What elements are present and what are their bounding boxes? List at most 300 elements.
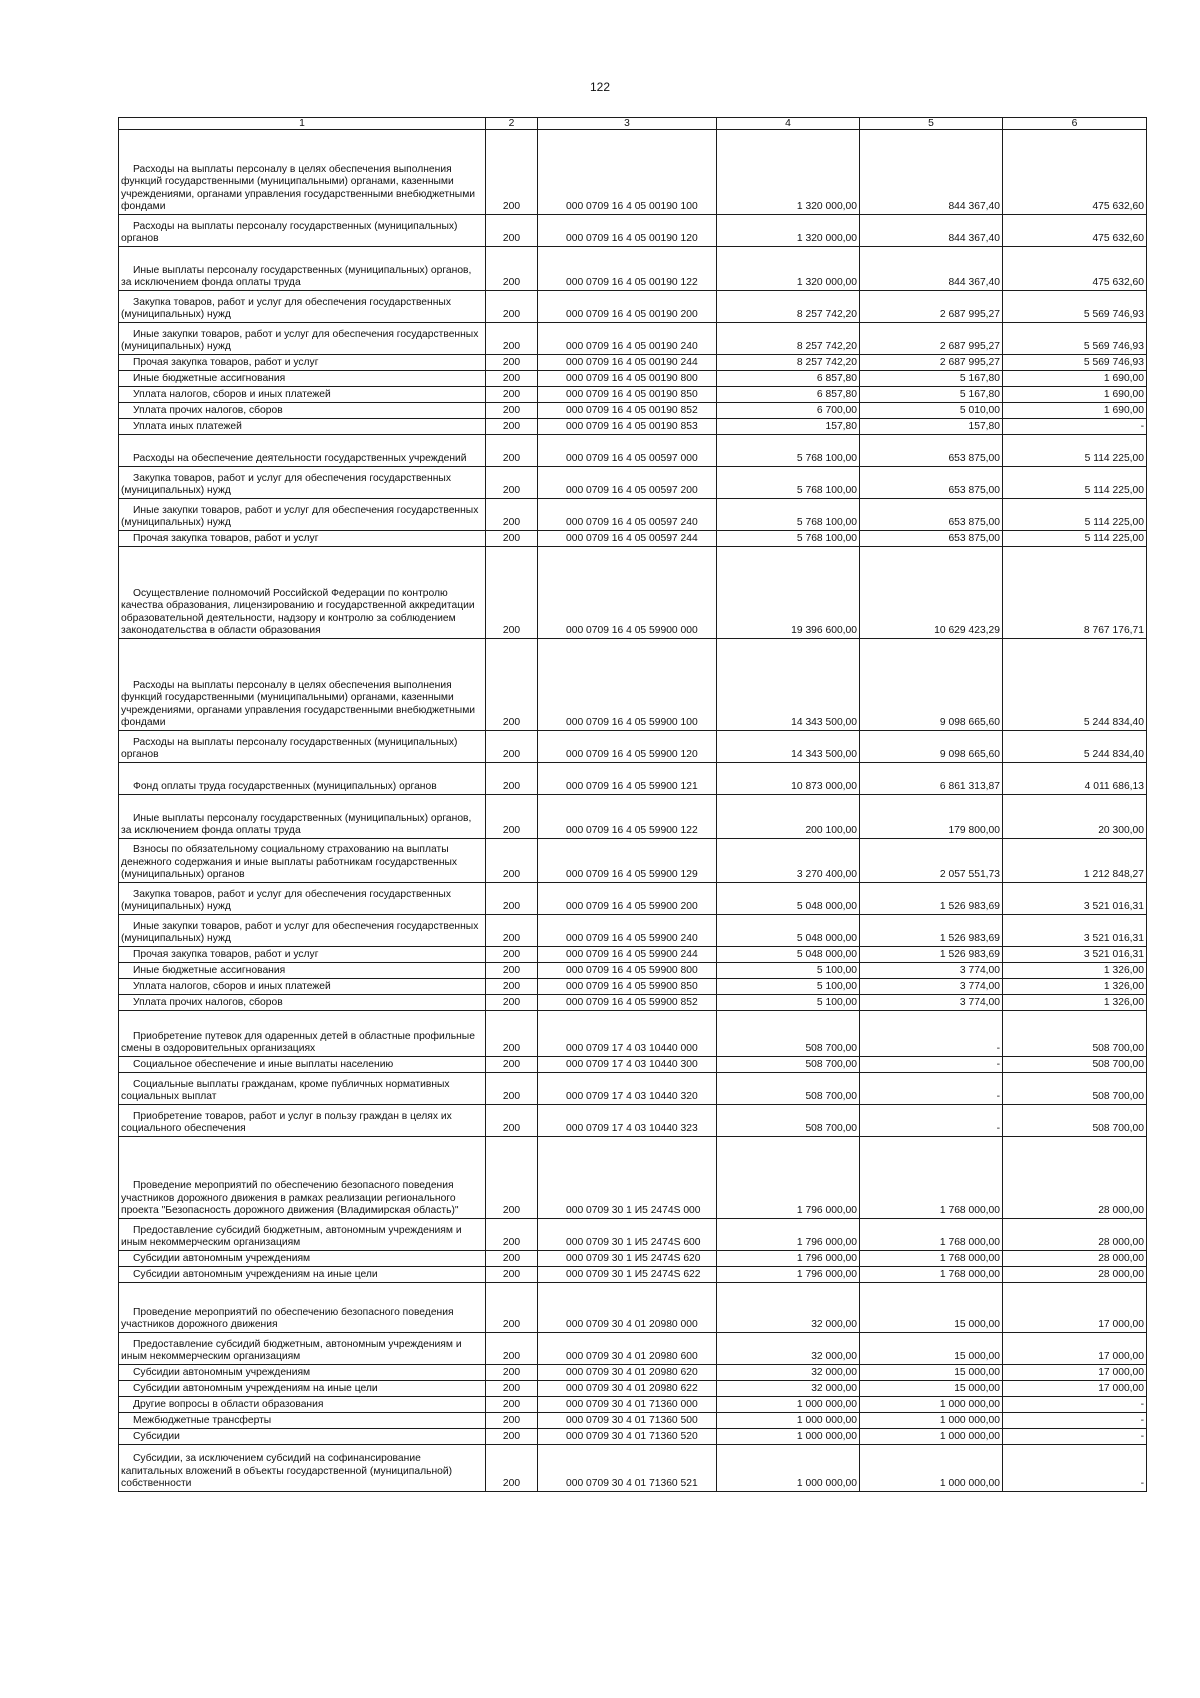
row-name-text: Субсидии, за исключением субсидий на софинансирование капитальных вложений в объекты государственной (муниципальной) собственности xyxy=(121,1453,453,1490)
budget-code-cell: 000 0709 16 4 05 00597 000 xyxy=(538,435,717,467)
row-name-text: Прочая закупка товаров, работ и услуг xyxy=(133,949,319,961)
budget-code-cell: 000 0709 16 4 05 59900 800 xyxy=(538,963,717,979)
approved-amount-cell: 32 000,00 xyxy=(717,1333,860,1365)
row-name-cell xyxy=(119,883,486,915)
row-name-text: Межбюджетные трансферты xyxy=(133,1415,272,1427)
executed-amount-cell: 15 000,00 xyxy=(860,1283,1003,1333)
row-name-cell xyxy=(119,355,486,371)
row-name-cell xyxy=(119,1283,486,1333)
budget-code-cell: 000 0709 17 4 03 10440 300 xyxy=(538,1057,717,1073)
executed-amount-cell: 1 526 983,69 xyxy=(860,915,1003,947)
unexecuted-amount-cell: 475 632,60 xyxy=(1003,215,1147,247)
table-row xyxy=(119,291,1147,323)
row-name-text: Уплата налогов, сборов и иных платежей xyxy=(133,981,331,993)
approved-amount-cell: 1 796 000,00 xyxy=(717,1219,860,1251)
budget-code-cell: 000 0709 17 4 03 10440 000 xyxy=(538,1011,717,1057)
admin-code-cell: 200 xyxy=(486,247,538,291)
row-name-cell xyxy=(119,1057,486,1073)
row-name-text: Расходы на выплаты персоналу государственных (муниципальных) органов xyxy=(121,736,458,761)
admin-code-cell: 200 xyxy=(486,403,538,419)
executed-amount-cell: 2 687 995,27 xyxy=(860,355,1003,371)
budget-code-cell: 000 0709 16 4 05 59900 100 xyxy=(538,639,717,731)
executed-amount-cell: 3 774,00 xyxy=(860,995,1003,1011)
approved-amount-cell: 5 768 100,00 xyxy=(717,531,860,547)
row-name-text: Закупка товаров, работ и услуг для обеспечения государственных (муниципальных) нужд xyxy=(121,888,451,913)
unexecuted-amount-cell: 1 212 848,27 xyxy=(1003,839,1147,883)
unexecuted-amount-cell: 28 000,00 xyxy=(1003,1267,1147,1283)
admin-code-cell: 200 xyxy=(486,499,538,531)
table-row xyxy=(119,403,1147,419)
row-name-cell xyxy=(119,1381,486,1397)
admin-code-cell: 200 xyxy=(486,883,538,915)
unexecuted-amount-cell: 5 114 225,00 xyxy=(1003,467,1147,499)
approved-amount-cell: 32 000,00 xyxy=(717,1365,860,1381)
admin-code-cell: 200 xyxy=(486,1073,538,1105)
admin-code-cell: 200 xyxy=(486,215,538,247)
table-row xyxy=(119,467,1147,499)
row-name-text: Другие вопросы в области образования xyxy=(133,1399,324,1411)
unexecuted-amount-cell: 17 000,00 xyxy=(1003,1381,1147,1397)
row-name-cell xyxy=(119,547,486,639)
budget-code-cell: 000 0709 16 4 05 59900 200 xyxy=(538,883,717,915)
table-row xyxy=(119,371,1147,387)
row-name-text: Субсидии xyxy=(133,1431,180,1443)
admin-code-cell: 200 xyxy=(486,1333,538,1365)
row-name-cell xyxy=(119,1011,486,1057)
column-header-3: 3 xyxy=(538,118,717,130)
table-row xyxy=(119,1365,1147,1381)
budget-code-cell: 000 0709 16 4 05 00597 200 xyxy=(538,467,717,499)
row-name-text: Социальные выплаты гражданам, кроме публичных нормативных социальных выплат xyxy=(121,1078,450,1103)
executed-amount-cell: 2 687 995,27 xyxy=(860,291,1003,323)
approved-amount-cell: 6 857,80 xyxy=(717,371,860,387)
admin-code-cell: 200 xyxy=(486,1381,538,1397)
row-name-text: Приобретение товаров, работ и услуг в пользу граждан в целях их социального обеспечения xyxy=(121,1110,452,1135)
row-name-cell xyxy=(119,467,486,499)
executed-amount-cell: 6 861 313,87 xyxy=(860,763,1003,795)
approved-amount-cell: 8 257 742,20 xyxy=(717,291,860,323)
budget-code-cell: 000 0709 16 4 05 00190 853 xyxy=(538,419,717,435)
table-row xyxy=(119,883,1147,915)
approved-amount-cell: 1 000 000,00 xyxy=(717,1397,860,1413)
table-row xyxy=(119,1267,1147,1283)
table-row xyxy=(119,1219,1147,1251)
admin-code-cell: 200 xyxy=(486,839,538,883)
unexecuted-amount-cell: 5 114 225,00 xyxy=(1003,531,1147,547)
approved-amount-cell: 1 320 000,00 xyxy=(717,130,860,215)
row-name-cell xyxy=(119,795,486,839)
table-row xyxy=(119,947,1147,963)
unexecuted-amount-cell: - xyxy=(1003,1413,1147,1429)
executed-amount-cell: 653 875,00 xyxy=(860,499,1003,531)
executed-amount-cell: 844 367,40 xyxy=(860,130,1003,215)
budget-code-cell: 000 0709 16 4 05 00190 852 xyxy=(538,403,717,419)
row-name-text: Предоставление субсидий бюджетным, автономным учреждениям и иным некоммерческим организациям xyxy=(121,1338,462,1363)
admin-code-cell: 200 xyxy=(486,763,538,795)
table-row xyxy=(119,1397,1147,1413)
approved-amount-cell: 157,80 xyxy=(717,419,860,435)
admin-code-cell: 200 xyxy=(486,995,538,1011)
table-row xyxy=(119,531,1147,547)
table-row xyxy=(119,839,1147,883)
admin-code-cell: 200 xyxy=(486,639,538,731)
executed-amount-cell: 5 010,00 xyxy=(860,403,1003,419)
unexecuted-amount-cell: 28 000,00 xyxy=(1003,1219,1147,1251)
table-row xyxy=(119,1073,1147,1105)
approved-amount-cell: 200 100,00 xyxy=(717,795,860,839)
table-row xyxy=(119,1413,1147,1429)
column-number-row xyxy=(119,118,1147,130)
admin-code-cell: 200 xyxy=(486,1413,538,1429)
table-row xyxy=(119,1283,1147,1333)
approved-amount-cell: 5 048 000,00 xyxy=(717,883,860,915)
unexecuted-amount-cell: 5 569 746,93 xyxy=(1003,291,1147,323)
table-row xyxy=(119,130,1147,215)
budget-code-cell: 000 0709 16 4 05 59900 850 xyxy=(538,979,717,995)
unexecuted-amount-cell: 3 521 016,31 xyxy=(1003,947,1147,963)
unexecuted-amount-cell: - xyxy=(1003,419,1147,435)
row-name-text: Осуществление полномочий Российской Федерации по контролю качества образования, лицензированию и государственной аккредитации образовательной деятельности, надзору и контролю за соблюдением законодательства в области образования xyxy=(121,587,475,637)
admin-code-cell: 200 xyxy=(486,531,538,547)
approved-amount-cell: 508 700,00 xyxy=(717,1073,860,1105)
budget-code-cell: 000 0709 30 4 01 20980 600 xyxy=(538,1333,717,1365)
unexecuted-amount-cell: 28 000,00 xyxy=(1003,1137,1147,1219)
budget-code-cell: 000 0709 30 1 И5 2474S 000 xyxy=(538,1137,717,1219)
row-name-text: Взносы по обязательному социальному страхованию на выплаты денежного содержания и иные выплаты работникам государственных (муниципальных) органов xyxy=(121,844,458,881)
budget-code-cell: 000 0709 16 4 05 00190 240 xyxy=(538,323,717,355)
budget-code-cell: 000 0709 16 4 05 59900 000 xyxy=(538,547,717,639)
budget-code-cell: 000 0709 17 4 03 10440 320 xyxy=(538,1073,717,1105)
admin-code-cell: 200 xyxy=(486,130,538,215)
budget-code-cell: 000 0709 30 4 01 71360 520 xyxy=(538,1429,717,1445)
row-name-text: Уплата иных платежей xyxy=(133,421,242,433)
executed-amount-cell: 1 526 983,69 xyxy=(860,883,1003,915)
table-row xyxy=(119,795,1147,839)
approved-amount-cell: 1 320 000,00 xyxy=(717,247,860,291)
approved-amount-cell: 6 857,80 xyxy=(717,387,860,403)
budget-code-cell: 000 0709 16 4 05 59900 240 xyxy=(538,915,717,947)
approved-amount-cell: 508 700,00 xyxy=(717,1105,860,1137)
table-row xyxy=(119,979,1147,995)
admin-code-cell: 200 xyxy=(486,979,538,995)
admin-code-cell: 200 xyxy=(486,547,538,639)
approved-amount-cell: 1 320 000,00 xyxy=(717,215,860,247)
unexecuted-amount-cell: 1 690,00 xyxy=(1003,371,1147,387)
unexecuted-amount-cell: 28 000,00 xyxy=(1003,1251,1147,1267)
table-row xyxy=(119,963,1147,979)
row-name-text: Фонд оплаты труда государственных (муниципальных) органов xyxy=(133,781,437,793)
unexecuted-amount-cell: 20 300,00 xyxy=(1003,795,1147,839)
unexecuted-amount-cell: 508 700,00 xyxy=(1003,1011,1147,1057)
row-name-cell xyxy=(119,915,486,947)
budget-code-cell: 000 0709 16 4 05 59900 129 xyxy=(538,839,717,883)
row-name-cell xyxy=(119,323,486,355)
executed-amount-cell: 1 768 000,00 xyxy=(860,1267,1003,1283)
approved-amount-cell: 5 048 000,00 xyxy=(717,947,860,963)
row-name-cell xyxy=(119,763,486,795)
table-row xyxy=(119,995,1147,1011)
approved-amount-cell: 5 100,00 xyxy=(717,995,860,1011)
row-name-text: Расходы на выплаты персоналу в целях обеспечения выполнения функций государственными (муниципальными) органами, казенными учреждениями, органами управления государственными внебюджетными фондами xyxy=(121,163,476,213)
approved-amount-cell: 32 000,00 xyxy=(717,1283,860,1333)
budget-code-cell: 000 0709 16 4 05 59900 120 xyxy=(538,731,717,763)
executed-amount-cell: 844 367,40 xyxy=(860,247,1003,291)
row-name-cell xyxy=(119,979,486,995)
unexecuted-amount-cell: 4 011 686,13 xyxy=(1003,763,1147,795)
approved-amount-cell: 5 100,00 xyxy=(717,979,860,995)
row-name-cell xyxy=(119,1413,486,1429)
admin-code-cell: 200 xyxy=(486,1219,538,1251)
row-name-cell xyxy=(119,1073,486,1105)
row-name-text: Иные бюджетные ассигнования xyxy=(133,373,286,385)
row-name-text: Иные закупки товаров, работ и услуг для обеспечения государственных (муниципальных) нужд xyxy=(121,504,479,529)
table-row xyxy=(119,763,1147,795)
admin-code-cell: 200 xyxy=(486,1365,538,1381)
unexecuted-amount-cell: 508 700,00 xyxy=(1003,1057,1147,1073)
executed-amount-cell: 1 768 000,00 xyxy=(860,1251,1003,1267)
budget-code-cell: 000 0709 30 1 И5 2474S 620 xyxy=(538,1251,717,1267)
row-name-cell xyxy=(119,1137,486,1219)
row-name-text: Приобретение путевок для одаренных детей в областные профильные смены в оздоровительных организациях xyxy=(121,1030,475,1055)
executed-amount-cell: 15 000,00 xyxy=(860,1365,1003,1381)
unexecuted-amount-cell: 3 521 016,31 xyxy=(1003,883,1147,915)
column-header-4: 4 xyxy=(717,118,860,130)
unexecuted-amount-cell: 5 244 834,40 xyxy=(1003,731,1147,763)
approved-amount-cell: 1 796 000,00 xyxy=(717,1251,860,1267)
row-name-cell xyxy=(119,731,486,763)
approved-amount-cell: 8 257 742,20 xyxy=(717,323,860,355)
unexecuted-amount-cell: - xyxy=(1003,1429,1147,1445)
executed-amount-cell: 1 000 000,00 xyxy=(860,1429,1003,1445)
approved-amount-cell: 10 873 000,00 xyxy=(717,763,860,795)
table-row xyxy=(119,1011,1147,1057)
table-header xyxy=(119,118,1147,130)
row-name-text: Субсидии автономным учреждениям xyxy=(133,1253,311,1265)
unexecuted-amount-cell: 1 690,00 xyxy=(1003,387,1147,403)
admin-code-cell: 200 xyxy=(486,963,538,979)
admin-code-cell: 200 xyxy=(486,915,538,947)
admin-code-cell: 200 xyxy=(486,1105,538,1137)
unexecuted-amount-cell: 17 000,00 xyxy=(1003,1283,1147,1333)
row-name-cell xyxy=(119,639,486,731)
unexecuted-amount-cell: - xyxy=(1003,1397,1147,1413)
budget-code-cell: 000 0709 16 4 05 59900 244 xyxy=(538,947,717,963)
executed-amount-cell: 844 367,40 xyxy=(860,215,1003,247)
unexecuted-amount-cell: 1 326,00 xyxy=(1003,995,1147,1011)
executed-amount-cell: 15 000,00 xyxy=(860,1381,1003,1397)
budget-code-cell: 000 0709 30 4 01 71360 521 xyxy=(538,1445,717,1492)
unexecuted-amount-cell: - xyxy=(1003,1445,1147,1492)
approved-amount-cell: 1 000 000,00 xyxy=(717,1413,860,1429)
table-row xyxy=(119,547,1147,639)
admin-code-cell: 200 xyxy=(486,731,538,763)
budget-code-cell: 000 0709 30 4 01 20980 000 xyxy=(538,1283,717,1333)
row-name-text: Уплата налогов, сборов и иных платежей xyxy=(133,389,331,401)
unexecuted-amount-cell: 475 632,60 xyxy=(1003,130,1147,215)
budget-code-cell: 000 0709 16 4 05 59900 852 xyxy=(538,995,717,1011)
table-row xyxy=(119,215,1147,247)
admin-code-cell: 200 xyxy=(486,795,538,839)
budget-code-cell: 000 0709 16 4 05 59900 121 xyxy=(538,763,717,795)
row-name-text: Субсидии автономным учреждениям xyxy=(133,1367,311,1379)
row-name-text: Предоставление субсидий бюджетным, автономным учреждениям и иным некоммерческим организациям xyxy=(121,1224,462,1249)
row-name-cell xyxy=(119,435,486,467)
executed-amount-cell: 1 526 983,69 xyxy=(860,947,1003,963)
row-name-cell xyxy=(119,419,486,435)
executed-amount-cell: 2 687 995,27 xyxy=(860,323,1003,355)
executed-amount-cell: 3 774,00 xyxy=(860,979,1003,995)
executed-amount-cell: - xyxy=(860,1011,1003,1057)
table-row xyxy=(119,247,1147,291)
budget-code-cell: 000 0709 16 4 05 00597 244 xyxy=(538,531,717,547)
unexecuted-amount-cell: 508 700,00 xyxy=(1003,1105,1147,1137)
budget-code-cell: 000 0709 16 4 05 00190 100 xyxy=(538,130,717,215)
column-header-6: 6 xyxy=(1003,118,1147,130)
row-name-cell xyxy=(119,1445,486,1492)
table-row xyxy=(119,639,1147,731)
row-name-cell xyxy=(119,215,486,247)
approved-amount-cell: 3 270 400,00 xyxy=(717,839,860,883)
admin-code-cell: 200 xyxy=(486,1283,538,1333)
budget-code-cell: 000 0709 30 4 01 71360 000 xyxy=(538,1397,717,1413)
row-name-text: Уплата прочих налогов, сборов xyxy=(133,405,283,417)
row-name-cell xyxy=(119,995,486,1011)
unexecuted-amount-cell: 3 521 016,31 xyxy=(1003,915,1147,947)
executed-amount-cell: 1 000 000,00 xyxy=(860,1445,1003,1492)
admin-code-cell: 200 xyxy=(486,371,538,387)
row-name-cell xyxy=(119,1267,486,1283)
row-name-text: Расходы на обеспечение деятельности государственных учреждений xyxy=(133,453,467,465)
approved-amount-cell: 8 257 742,20 xyxy=(717,355,860,371)
executed-amount-cell: 1 768 000,00 xyxy=(860,1219,1003,1251)
executed-amount-cell: 5 167,80 xyxy=(860,371,1003,387)
row-name-text: Уплата прочих налогов, сборов xyxy=(133,997,283,1009)
row-name-cell xyxy=(119,247,486,291)
approved-amount-cell: 1 000 000,00 xyxy=(717,1445,860,1492)
budget-code-cell: 000 0709 16 4 05 00190 244 xyxy=(538,355,717,371)
executed-amount-cell: 3 774,00 xyxy=(860,963,1003,979)
unexecuted-amount-cell: 5 569 746,93 xyxy=(1003,355,1147,371)
row-name-cell xyxy=(119,387,486,403)
row-name-text: Расходы на выплаты персоналу в целях обеспечения выполнения функций государственными (муниципальными) органами, казенными учреждениями, органами управления государственными внебюджетными фондами xyxy=(121,679,476,729)
table-row xyxy=(119,387,1147,403)
budget-code-cell: 000 0709 16 4 05 00597 240 xyxy=(538,499,717,531)
row-name-text: Иные закупки товаров, работ и услуг для обеспечения государственных (муниципальных) нужд xyxy=(121,328,479,353)
budget-code-cell: 000 0709 16 4 05 59900 122 xyxy=(538,795,717,839)
admin-code-cell: 200 xyxy=(486,947,538,963)
executed-amount-cell: 1 768 000,00 xyxy=(860,1137,1003,1219)
row-name-text: Расходы на выплаты персоналу государственных (муниципальных) органов xyxy=(121,220,458,245)
executed-amount-cell: 157,80 xyxy=(860,419,1003,435)
admin-code-cell: 200 xyxy=(486,291,538,323)
approved-amount-cell: 19 396 600,00 xyxy=(717,547,860,639)
approved-amount-cell: 508 700,00 xyxy=(717,1011,860,1057)
executed-amount-cell: 5 167,80 xyxy=(860,387,1003,403)
row-name-text: Иные бюджетные ассигнования xyxy=(133,965,286,977)
row-name-cell xyxy=(119,1397,486,1413)
executed-amount-cell: 9 098 665,60 xyxy=(860,639,1003,731)
row-name-text: Субсидии автономным учреждениям на иные цели xyxy=(133,1383,378,1395)
row-name-cell xyxy=(119,403,486,419)
budget-code-cell: 000 0709 30 4 01 20980 620 xyxy=(538,1365,717,1381)
executed-amount-cell: 179 800,00 xyxy=(860,795,1003,839)
unexecuted-amount-cell: 17 000,00 xyxy=(1003,1365,1147,1381)
table-row xyxy=(119,1105,1147,1137)
column-header-2: 2 xyxy=(486,118,538,130)
row-name-text: Проведение мероприятий по обеспечению безопасного поведения участников дорожного движения xyxy=(121,1306,454,1331)
executed-amount-cell: 9 098 665,60 xyxy=(860,731,1003,763)
budget-code-cell: 000 0709 16 4 05 00190 120 xyxy=(538,215,717,247)
row-name-text: Закупка товаров, работ и услуг для обеспечения государственных (муниципальных) нужд xyxy=(121,296,451,321)
row-name-cell xyxy=(119,1219,486,1251)
row-name-cell xyxy=(119,130,486,215)
approved-amount-cell: 5 768 100,00 xyxy=(717,435,860,467)
approved-amount-cell: 14 343 500,00 xyxy=(717,731,860,763)
executed-amount-cell: 653 875,00 xyxy=(860,531,1003,547)
budget-code-cell: 000 0709 30 4 01 71360 500 xyxy=(538,1413,717,1429)
executed-amount-cell: 653 875,00 xyxy=(860,435,1003,467)
row-name-cell xyxy=(119,1429,486,1445)
row-name-text: Иные выплаты персоналу государственных (муниципальных) органов, за исключением фонда оплаты труда xyxy=(121,264,472,289)
executed-amount-cell: - xyxy=(860,1105,1003,1137)
row-name-text: Прочая закупка товаров, работ и услуг xyxy=(133,357,319,369)
admin-code-cell: 200 xyxy=(486,1429,538,1445)
executed-amount-cell: 1 000 000,00 xyxy=(860,1413,1003,1429)
row-name-cell xyxy=(119,963,486,979)
budget-code-cell: 000 0709 16 4 05 00190 200 xyxy=(538,291,717,323)
unexecuted-amount-cell: 8 767 176,71 xyxy=(1003,547,1147,639)
unexecuted-amount-cell: 1 690,00 xyxy=(1003,403,1147,419)
row-name-cell xyxy=(119,1105,486,1137)
budget-code-cell: 000 0709 30 1 И5 2474S 622 xyxy=(538,1267,717,1283)
table-row xyxy=(119,499,1147,531)
row-name-cell xyxy=(119,499,486,531)
unexecuted-amount-cell: 475 632,60 xyxy=(1003,247,1147,291)
approved-amount-cell: 6 700,00 xyxy=(717,403,860,419)
unexecuted-amount-cell: 1 326,00 xyxy=(1003,963,1147,979)
unexecuted-amount-cell: 5 114 225,00 xyxy=(1003,499,1147,531)
table-row xyxy=(119,1445,1147,1492)
row-name-text: Прочая закупка товаров, работ и услуг xyxy=(133,533,319,545)
row-name-cell xyxy=(119,371,486,387)
approved-amount-cell: 1 000 000,00 xyxy=(717,1429,860,1445)
table-body xyxy=(119,130,1147,1492)
table-row xyxy=(119,355,1147,371)
executed-amount-cell: 653 875,00 xyxy=(860,467,1003,499)
unexecuted-amount-cell: 5 114 225,00 xyxy=(1003,435,1147,467)
unexecuted-amount-cell: 5 569 746,93 xyxy=(1003,323,1147,355)
table-row xyxy=(119,915,1147,947)
executed-amount-cell: 15 000,00 xyxy=(860,1333,1003,1365)
table-row xyxy=(119,1057,1147,1073)
column-header-5: 5 xyxy=(860,118,1003,130)
approved-amount-cell: 14 343 500,00 xyxy=(717,639,860,731)
table-row xyxy=(119,1429,1147,1445)
budget-code-cell: 000 0709 30 1 И5 2474S 600 xyxy=(538,1219,717,1251)
admin-code-cell: 200 xyxy=(486,435,538,467)
row-name-cell xyxy=(119,531,486,547)
admin-code-cell: 200 xyxy=(486,1137,538,1219)
unexecuted-amount-cell: 1 326,00 xyxy=(1003,979,1147,995)
row-name-text: Социальное обеспечение и иные выплаты населению xyxy=(133,1059,394,1071)
executed-amount-cell: - xyxy=(860,1073,1003,1105)
unexecuted-amount-cell: 5 244 834,40 xyxy=(1003,639,1147,731)
row-name-cell xyxy=(119,291,486,323)
table-row xyxy=(119,1381,1147,1397)
row-name-cell xyxy=(119,947,486,963)
admin-code-cell: 200 xyxy=(486,355,538,371)
table-row xyxy=(119,419,1147,435)
